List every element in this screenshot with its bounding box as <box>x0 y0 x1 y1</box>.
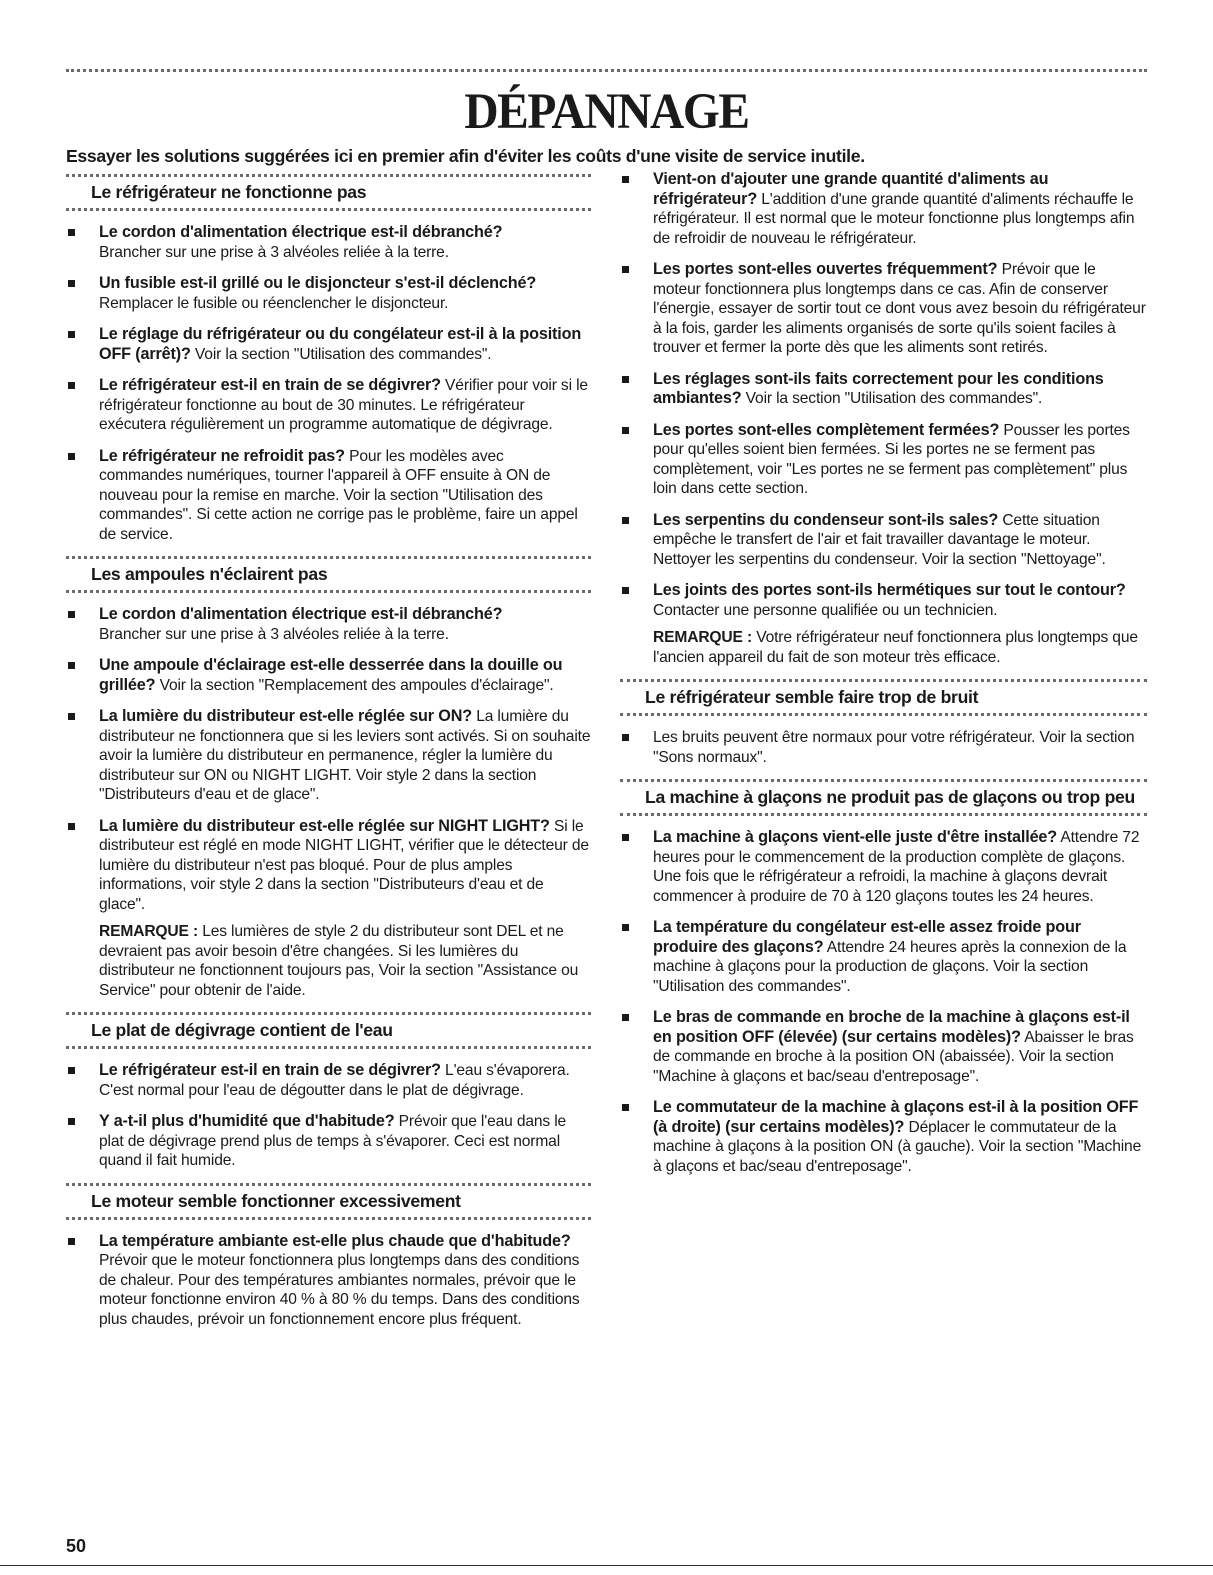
item-question: Le réfrigérateur ne refroidit pas? <box>99 446 345 465</box>
list-item <box>620 828 1147 906</box>
item-answer: Les bruits peuvent être normaux pour votre réfrigérateur. Voir la section "Sons normaux". <box>653 729 1135 766</box>
list-item <box>620 728 1147 767</box>
item-answer: Prévoir que l'eau dans le plat de dégivrage prend plus de temps à s'évaporer. Ceci est normal quand il fait humide. <box>99 1113 567 1169</box>
bullet-icon <box>622 834 629 841</box>
item-answer: Vérifier pour voir si le réfrigérateur fonctionne au bout de 30 minutes. Le réfrigérateur exécutera régulièrement un programme automatique de dégivrage. <box>99 377 588 433</box>
item-question: Le commutateur de la machine à glaçons est-il à la position OFF (à droite) (sur certains modèles)? <box>653 1098 1139 1136</box>
list-item <box>66 605 591 644</box>
item-answer: La lumière du distributeur ne fonctionnera que si les leviers sont activés. Si on souhaite avoir la lumière du distributeur en permanence, régler la lumière du distributeur sur ON ou NIGHT LIGHT. Voir style 2 dans la section "Distributeurs d'eau et de glace". <box>99 708 591 803</box>
item-answer: Brancher sur une prise à 3 alvéoles reliée à la terre. <box>99 625 449 643</box>
bullet-icon <box>68 1238 75 1245</box>
item-answer: Brancher sur une prise à 3 alvéoles reliée à la terre. <box>99 243 449 261</box>
item-answer: L'eau s'évaporera. C'est normal pour l'eau de dégoutter dans le plat de dégivrage. <box>99 1062 570 1099</box>
bullet-icon <box>68 823 75 830</box>
item-answer: Attendre 24 heures après la connexion de la machine à glaçons pour la production de glaçons. Voir la section "Utilisation des commandes". <box>653 938 1127 995</box>
bullet-icon <box>622 587 629 594</box>
item-answer: Voir la section "Utilisation des commandes". <box>194 345 492 363</box>
top-dotted-rule <box>66 69 1147 72</box>
item-question: Vient-on d'ajouter une grande quantité d'aliments au réfrigérateur? <box>653 170 1049 208</box>
list-item <box>620 511 1147 570</box>
item-question: Un fusible est-il grillé ou le disjoncteur s'est-il déclenché? <box>99 274 537 292</box>
item-answer: Pousser les portes pour qu'elles soient bien fermées. Si les portes ne se ferment pas complètement, voir "Les portes ne se ferment pas complètement" plus loin dans cette section. <box>653 421 1130 497</box>
section-heading-bar <box>66 174 591 211</box>
item-answer: L'addition d'une grande quantité d'aliments réchauffe le réfrigérateur. Il est normal que le moteur fonctionne plus longtemps afin de refroidir de nouveau le réfrigérateur. <box>653 190 1135 247</box>
section-heading-bar <box>66 1012 591 1049</box>
page-number: 50 <box>66 1536 87 1556</box>
list-item <box>620 918 1147 996</box>
bullet-icon <box>68 713 75 720</box>
item-list <box>620 170 1147 620</box>
section-heading: Les ampoules n'éclairent pas <box>91 564 328 584</box>
list-item <box>66 707 591 805</box>
section-heading-bar <box>66 556 591 593</box>
bullet-icon <box>622 427 629 434</box>
bullet-icon <box>68 331 75 338</box>
item-question: La lumière du distributeur est-elle réglée sur NIGHT LIGHT? <box>99 816 550 835</box>
bullet-icon <box>68 229 75 236</box>
item-question: Une ampoule d'éclairage est-elle desserrée dans la douille ou grillée? <box>99 656 563 694</box>
bottom-rule <box>0 1565 1213 1566</box>
list-item <box>66 274 591 313</box>
item-answer: Abaisser le bras de commande en broche à la position ON (abaissée). Voir la section "Machine à glaçons et bac/seau d'entreposage". <box>653 1028 1134 1085</box>
list-item <box>66 1232 591 1330</box>
bullet-icon <box>622 176 629 183</box>
item-question: Le cordon d'alimentation électrique est-il débranché? <box>99 605 503 623</box>
bullet-icon <box>68 382 75 389</box>
bullet-icon <box>622 517 629 524</box>
item-question: Les portes sont-elles ouvertes fréquemment? <box>653 260 998 278</box>
item-answer: Remplacer le fusible ou réenclencher le disjoncteur. <box>99 294 449 312</box>
item-list <box>66 1232 591 1330</box>
note-label: REMARQUE : <box>99 923 198 940</box>
list-item <box>66 1061 591 1100</box>
item-answer: Voir la section "Utilisation des commandes". <box>745 390 1043 407</box>
item-answer: Cette situation empêche le transfert de l'air et fait travailler davantage le moteur. Nettoyer les serpentins du condenseur. Voir la section "Nettoyage". <box>653 511 1106 568</box>
item-question: Le réfrigérateur est-il en train de se dégivrer? <box>99 1061 441 1079</box>
item-question: Les réglages sont-ils faits correctement pour les conditions ambiantes? <box>653 369 1104 407</box>
list-item <box>66 223 591 262</box>
note-label: REMARQUE : <box>653 629 752 646</box>
list-item <box>620 260 1147 358</box>
item-answer: Pour les modèles avec commandes numériques, tourner l'appareil à OFF ensuite à ON de nouveau pour la remise en marche. Voir la section "Utilisation des commandes". Si cette action ne corrige pas le problème, faire un appel de service. <box>99 447 578 543</box>
item-question: La température ambiante est-elle plus chaude que d'habitude? <box>99 1231 571 1250</box>
item-answer: Attendre 72 heures pour le commencement de la production complète de glaçons. Une fois que le réfrigérateur a refroidi, la machine à glaçons devrait commencer à produire de 70 à 120 glaçons toutes les 24 heures. <box>653 829 1140 905</box>
list-item <box>620 370 1147 409</box>
item-answer: Si le distributeur est réglé en mode NIGHT LIGHT, vérifier que le détecteur de lumière du distributeur n'est pas bloqué. Pour de plus amples informations, voir style 2 dans la section "Distributeurs d'eau et de glace". <box>99 817 589 913</box>
item-answer: Déplacer le commutateur de la machine à glaçons à la position ON (à gauche). Voir la section "Machine à glaçons et bac/seau d'entreposage". <box>653 1118 1142 1175</box>
section-heading-bar <box>66 1183 591 1220</box>
bullet-icon <box>622 924 629 931</box>
left-column <box>66 170 591 1341</box>
bullet-icon <box>622 1104 629 1111</box>
section-heading: Le réfrigérateur semble faire trop de bruit <box>645 687 979 707</box>
bullet-icon <box>68 1067 75 1074</box>
list-item <box>620 421 1147 499</box>
list-item <box>66 1112 591 1171</box>
item-answer: Prévoir que le moteur fonctionnera plus longtemps dans ce cas. Afin de conserver l'énergie, essayer de sortir tout ce dont vous avez besoin du réfrigérateur à la fois, garder les aliments organisés de sorte qu'ils soient faciles à trouver et fermer la porte dès que les aliments sont retirés. <box>653 261 1146 356</box>
bullet-icon <box>68 662 75 669</box>
list-item <box>66 447 591 545</box>
bullet-icon <box>622 266 629 273</box>
item-list <box>66 605 591 914</box>
bullet-icon <box>622 734 629 741</box>
section-heading: La machine à glaçons ne produit pas de glaçons ou trop peu <box>645 787 1135 807</box>
list-item <box>66 656 591 695</box>
list-item <box>66 325 591 364</box>
item-question: La machine à glaçons vient-elle juste d'être installée? <box>653 828 1058 846</box>
list-item <box>620 170 1147 248</box>
note-paragraph <box>66 922 591 1000</box>
item-answer: Contacter une personne qualifiée ou un technicien. <box>653 601 998 619</box>
note-text: Votre réfrigérateur neuf fonctionnera plus longtemps que l'ancien appareil du fait de son moteur très efficace. <box>653 629 1138 666</box>
right-column <box>620 170 1147 1188</box>
list-item <box>66 817 591 915</box>
section-heading: Le moteur semble fonctionner excessivement <box>91 1190 461 1211</box>
bullet-icon <box>622 376 629 383</box>
item-question: Le réglage du réfrigérateur ou du congélateur est-il à la position OFF (arrêt)? <box>99 325 582 363</box>
item-question: Y a-t-il plus d'humidité que d'habitude? <box>99 1112 395 1130</box>
item-question: Les serpentins du condenseur sont-ils sales? <box>653 510 999 529</box>
section-heading-bar <box>620 679 1147 716</box>
bullet-icon <box>622 1014 629 1021</box>
item-question: Le bras de commande en broche de la machine à glaçons est-il en position OFF (élevée) (sur certains modèles)? <box>653 1008 1130 1046</box>
item-list <box>620 828 1147 1176</box>
item-answer: Prévoir que le moteur fonctionnera plus longtemps dans des conditions de chaleur. Pour des températures ambiantes normales, prévoir que le moteur fonctionne environ 40 % à 80 % du temps. Dans des conditions plus chaudes, prévoir un fonctionnement encore plus fréquent. <box>99 1252 580 1328</box>
list-item <box>66 376 591 435</box>
list-item <box>620 581 1147 620</box>
item-list <box>66 1061 591 1171</box>
bullet-icon <box>68 1118 75 1125</box>
section-heading-bar <box>620 779 1147 816</box>
bullet-icon <box>68 611 75 618</box>
note-paragraph <box>620 628 1147 667</box>
item-list <box>66 223 591 544</box>
item-question: Le cordon d'alimentation électrique est-il débranché? <box>99 223 503 241</box>
intro-text: Essayer les solutions suggérées ici en premier afin d'éviter les coûts d'une visite de service inutile. <box>66 146 865 166</box>
list-item <box>620 1098 1147 1176</box>
item-question: Les joints des portes sont-ils hermétiques sur tout le contour? <box>653 581 1126 599</box>
item-question: La température du congélateur est-elle assez froide pour produire des glaçons? <box>653 918 1081 956</box>
item-question: Le réfrigérateur est-il en train de se dégivrer? <box>99 376 441 394</box>
note-text: Les lumières de style 2 du distributeur sont DEL et ne devraient pas avoir besoin d'être changées. Si les lumières du distributeur ne fonctionnent toujours pas, Voir la section "Assistance ou Service" pour obtenir de l'aide. <box>99 923 579 999</box>
item-list <box>620 728 1147 767</box>
item-question: Les portes sont-elles complètement fermées? <box>653 420 1000 439</box>
list-item <box>620 1008 1147 1086</box>
page-title: DÉPANNAGE <box>464 84 749 140</box>
section-heading: Le réfrigérateur ne fonctionne pas <box>91 182 367 202</box>
item-question: La lumière du distributeur est-elle réglée sur ON? <box>99 707 473 725</box>
section-heading: Le plat de dégivrage contient de l'eau <box>91 1020 393 1040</box>
item-answer: Voir la section "Remplacement des ampoules d'éclairage". <box>159 676 554 694</box>
bullet-icon <box>68 453 75 460</box>
bullet-icon <box>68 280 75 287</box>
